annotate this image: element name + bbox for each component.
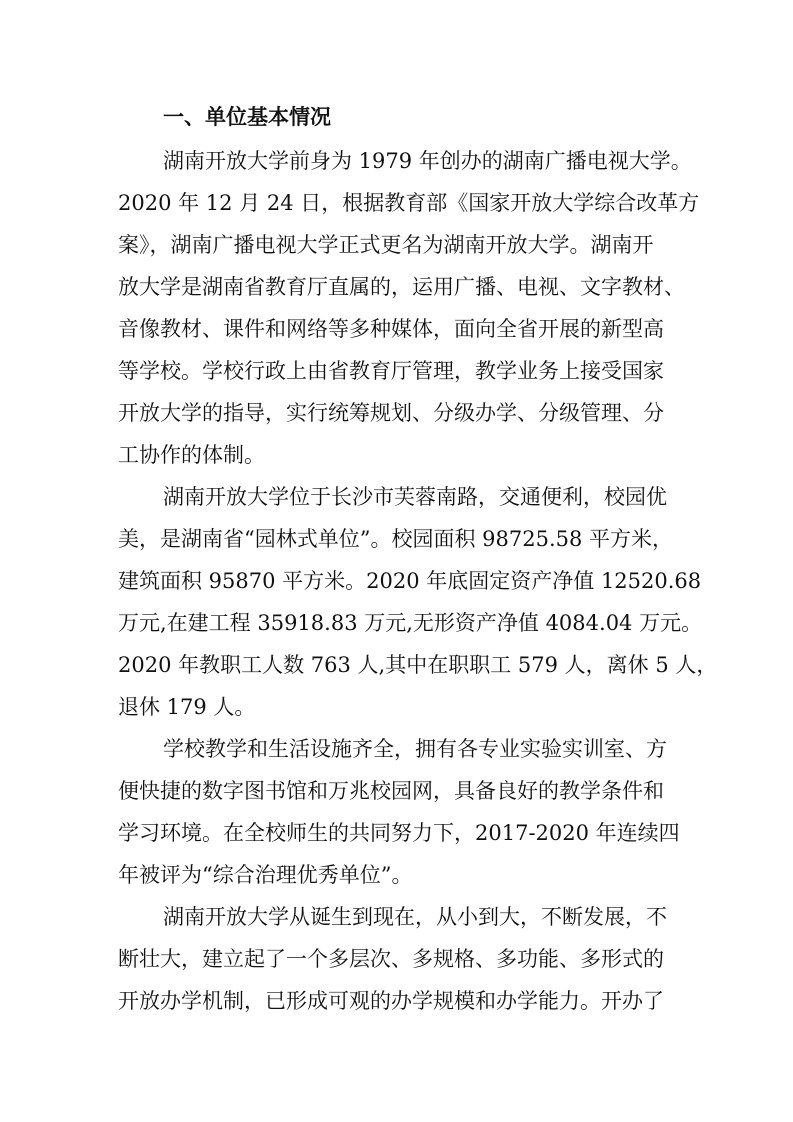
paragraph-4-line-2: 断壮大，建立起了一个多层次、多规格、多功能、多形式的 (118, 947, 664, 971)
paragraph-4-line-3: 开放办学机制，已形成可观的办学规模和办学能力。开办了 (118, 989, 664, 1013)
paragraph-3-line-3: 学习环境。在全校师生的共同努力下，2017-2020 年连续四 (118, 821, 680, 845)
paragraph-1-line-3: 案》，湖南广播电视大学正式更名为湖南开放大学。湖南开 (118, 233, 654, 257)
paragraph-3-line-1: 学校教学和生活设施齐全，拥有各专业实验实训室、方 (163, 737, 667, 761)
paragraph-1-line-4: 放大学是湖南省教育厅直属的，运用广播、电视、文字教材、 (118, 275, 685, 299)
paragraph-1-line-5: 音像教材、课件和网络等多种媒体，面向全省开展的新型高 (118, 317, 664, 341)
paragraph-1-line-6: 等学校。学校行政上由省教育厅管理，教学业务上接受国家 (118, 359, 664, 383)
paragraph-2-line-1: 湖南开放大学位于长沙市芙蓉南路，交通便利，校园优 (163, 485, 667, 509)
paragraph-2-line-6: 退休 179 人。 (118, 695, 256, 719)
section-heading: 一、单位基本情况 (163, 105, 331, 129)
paragraph-1-line-2: 2020 年 12 月 24 日，根据教育部《国家开放大学综合改革方 (118, 191, 700, 215)
paragraph-3-line-4: 年被评为“综合治理优秀单位”。 (118, 863, 413, 887)
paragraph-1-line-8: 工协作的体制。 (118, 443, 265, 467)
paragraph-3-line-2: 便快捷的数字图书馆和万兆校园网，具备良好的教学条件和 (118, 779, 664, 803)
paragraph-1-line-7: 开放大学的指导，实行统筹规划、分级办学、分级管理、分 (118, 401, 664, 425)
paragraph-2-line-4: 万元,在建工程 35918.83 万元,无形资产净值 4084.04 万元。 (118, 611, 703, 635)
paragraph-2-line-3: 建筑面积 95870 平方米。2020 年底固定资产净值 12520.68 (118, 569, 702, 593)
paragraph-4-line-1: 湖南开放大学从诞生到现在，从小到大，不断发展，不 (163, 905, 667, 929)
paragraph-2-line-2: 美，是湖南省“园林式单位”。校园面积 98725.58 平方米， (118, 527, 674, 551)
paragraph-1-line-1: 湖南开放大学前身为 1979 年创办的湖南广播电视大学。 (163, 149, 692, 173)
paragraph-2-line-5: 2020 年教职工人数 763 人,其中在职职工 579 人，离休 5 人， (118, 653, 718, 677)
